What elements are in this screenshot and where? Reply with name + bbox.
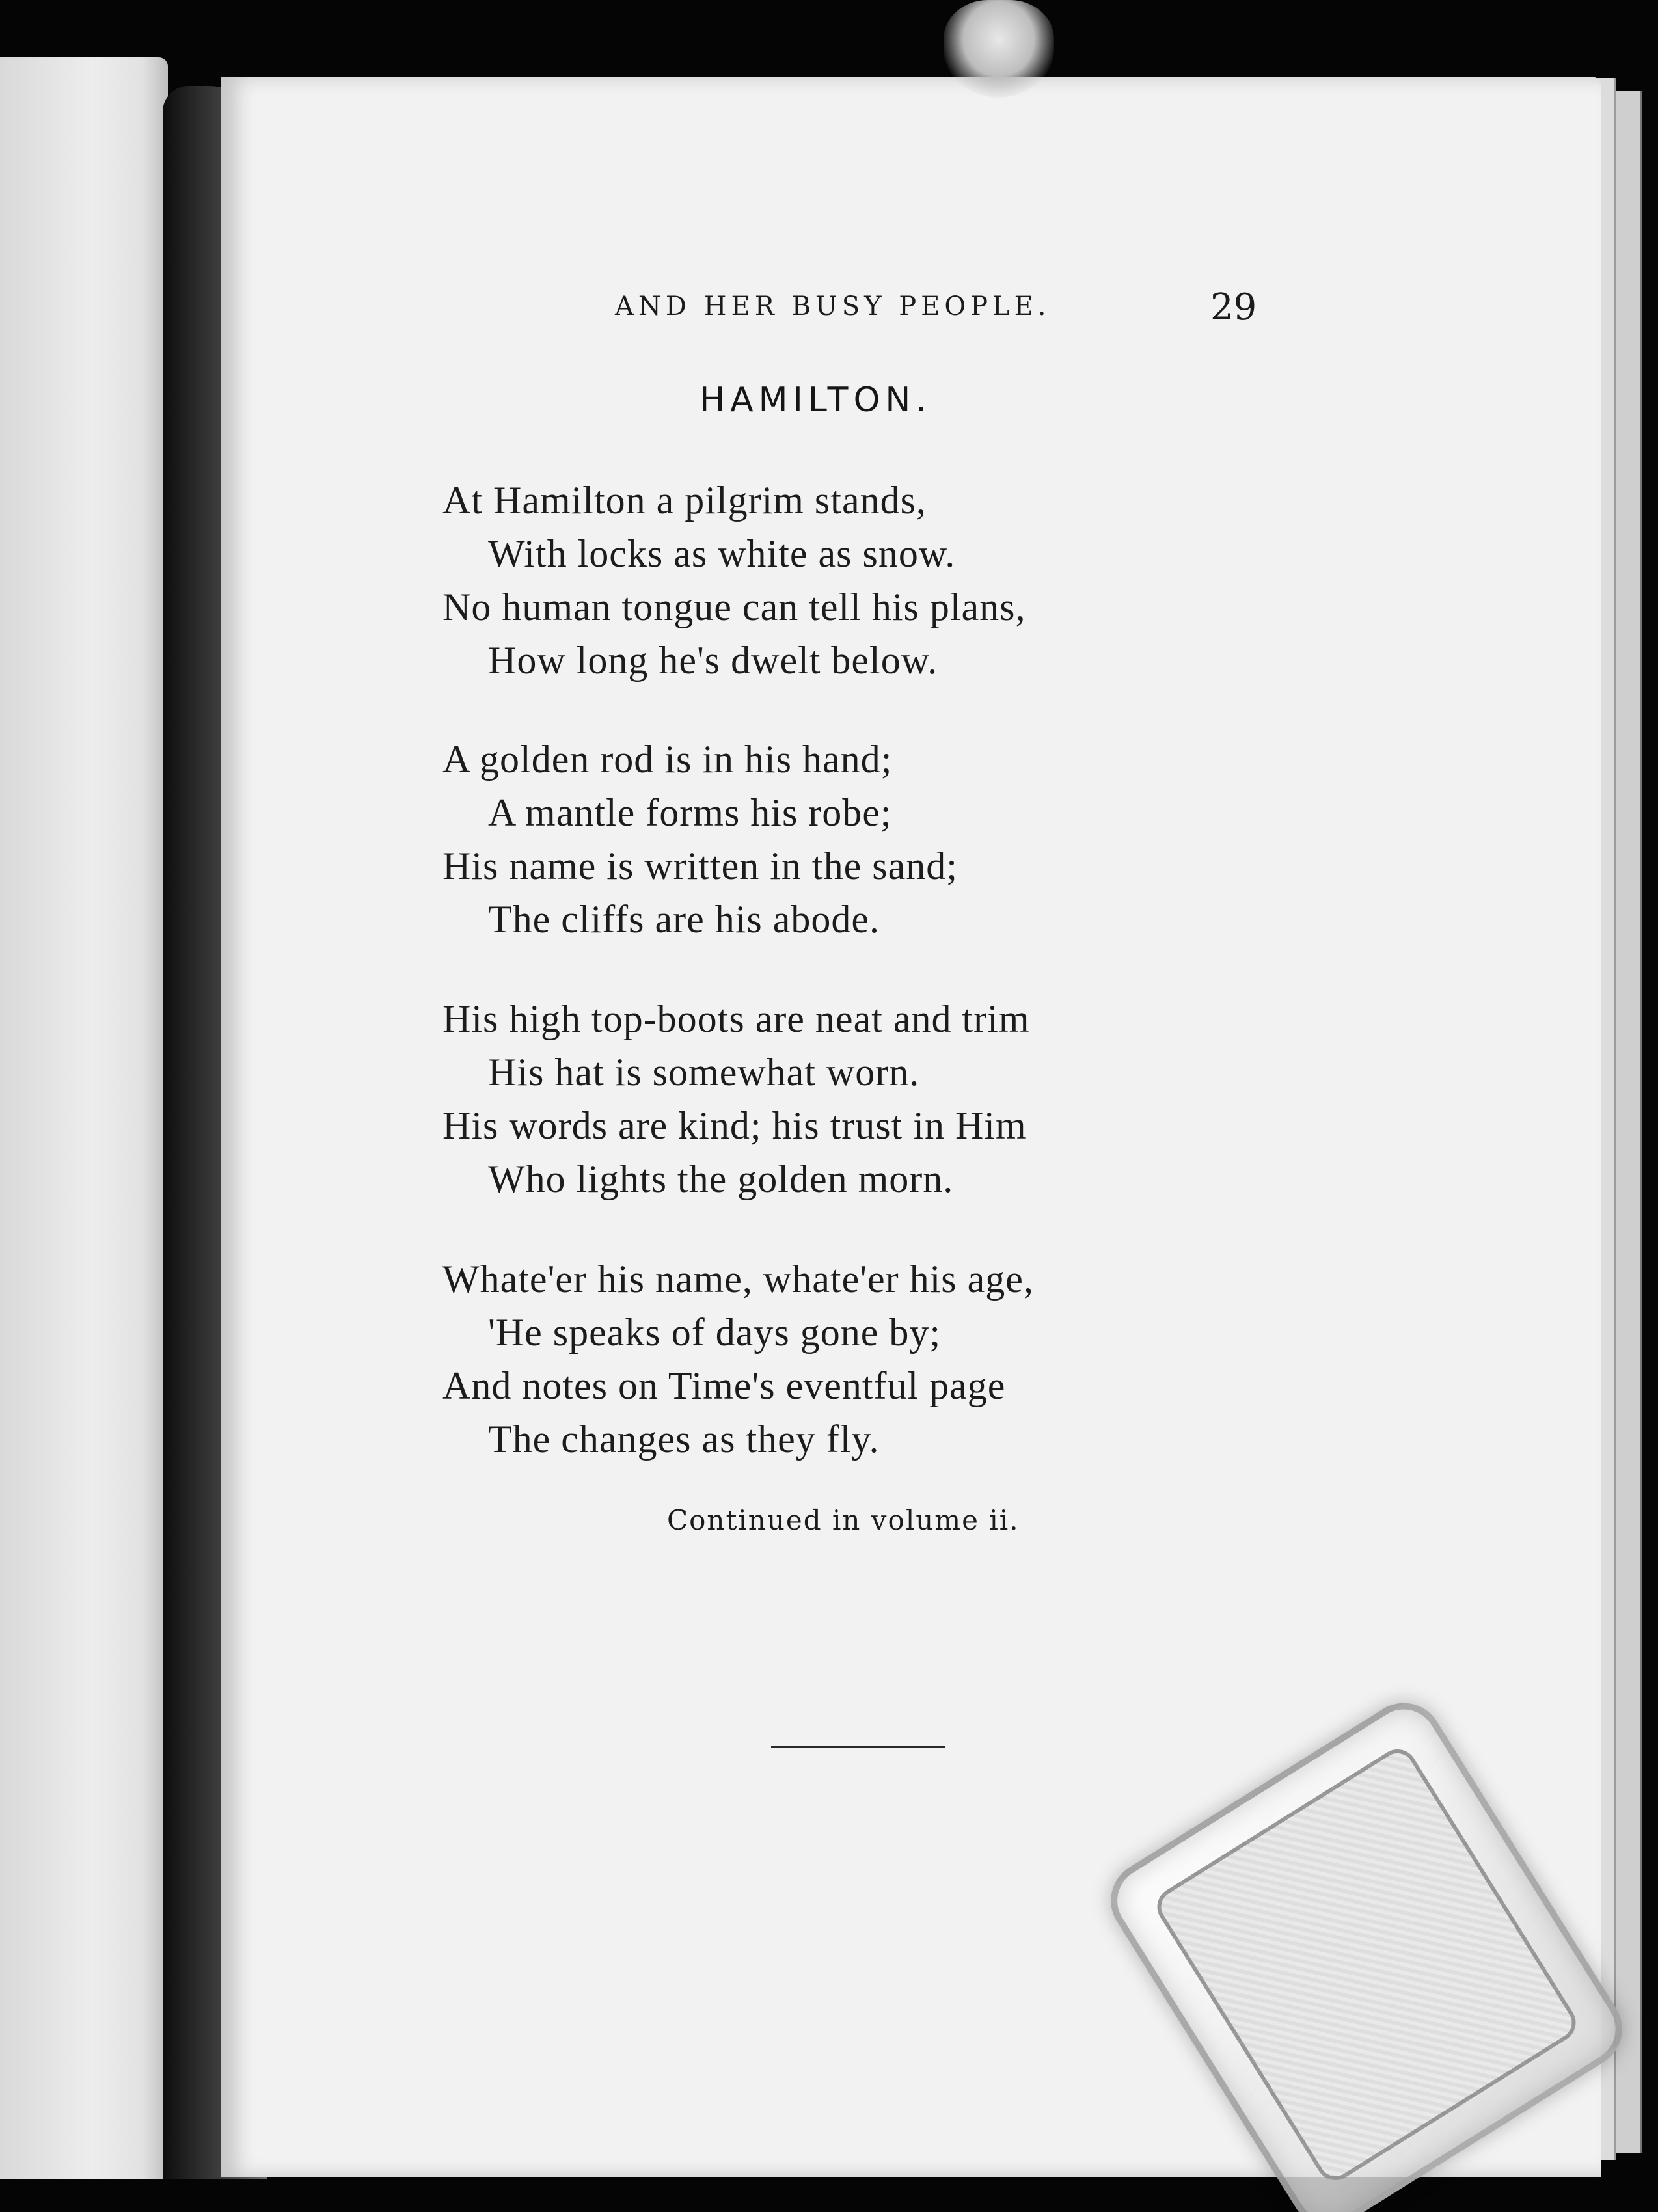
poem-line: How long he's dwelt below. xyxy=(488,639,938,682)
poem-line: The cliffs are his abode. xyxy=(488,898,880,941)
poem-line: His high top-boots are neat and trim xyxy=(442,997,1030,1040)
poem-line: His hat is somewhat worn. xyxy=(488,1051,920,1094)
left-facing-page xyxy=(0,57,168,2179)
poem-line: Who lights the golden morn. xyxy=(488,1157,954,1200)
poem-line: 'He speaks of days gone by; xyxy=(488,1311,941,1354)
page-number: 29 xyxy=(1210,286,1257,329)
continued-note: Continued in volume ii. xyxy=(667,1504,1020,1536)
stanza-1 xyxy=(442,474,1223,687)
bookmark-ribbon xyxy=(944,0,1054,98)
running-head: AND HER BUSY PEOPLE. xyxy=(615,291,1051,321)
poem-line: And notes on Time's eventful page xyxy=(442,1364,1006,1407)
poem-line: His name is written in the sand; xyxy=(442,844,958,887)
poem-line: His words are kind; his trust in Him xyxy=(442,1104,1027,1147)
stanza-3 xyxy=(442,992,1223,1206)
poem-line: With locks as white as snow. xyxy=(488,532,956,575)
poem-line: The changes as they fly. xyxy=(488,1418,880,1461)
poem-line: Whate'er his name, whate'er his age, xyxy=(442,1258,1034,1301)
poem-line: A golden rod is in his hand; xyxy=(442,738,893,781)
stanza-2 xyxy=(442,733,1223,946)
poem-line: No human tongue can tell his plans, xyxy=(442,586,1026,628)
poem-title: HAMILTON. xyxy=(700,381,932,420)
poem-line: A mantle forms his robe; xyxy=(488,791,892,834)
poem-line: At Hamilton a pilgrim stands, xyxy=(442,479,927,522)
stanza-4 xyxy=(442,1252,1223,1466)
closing-rule xyxy=(771,1746,945,1748)
